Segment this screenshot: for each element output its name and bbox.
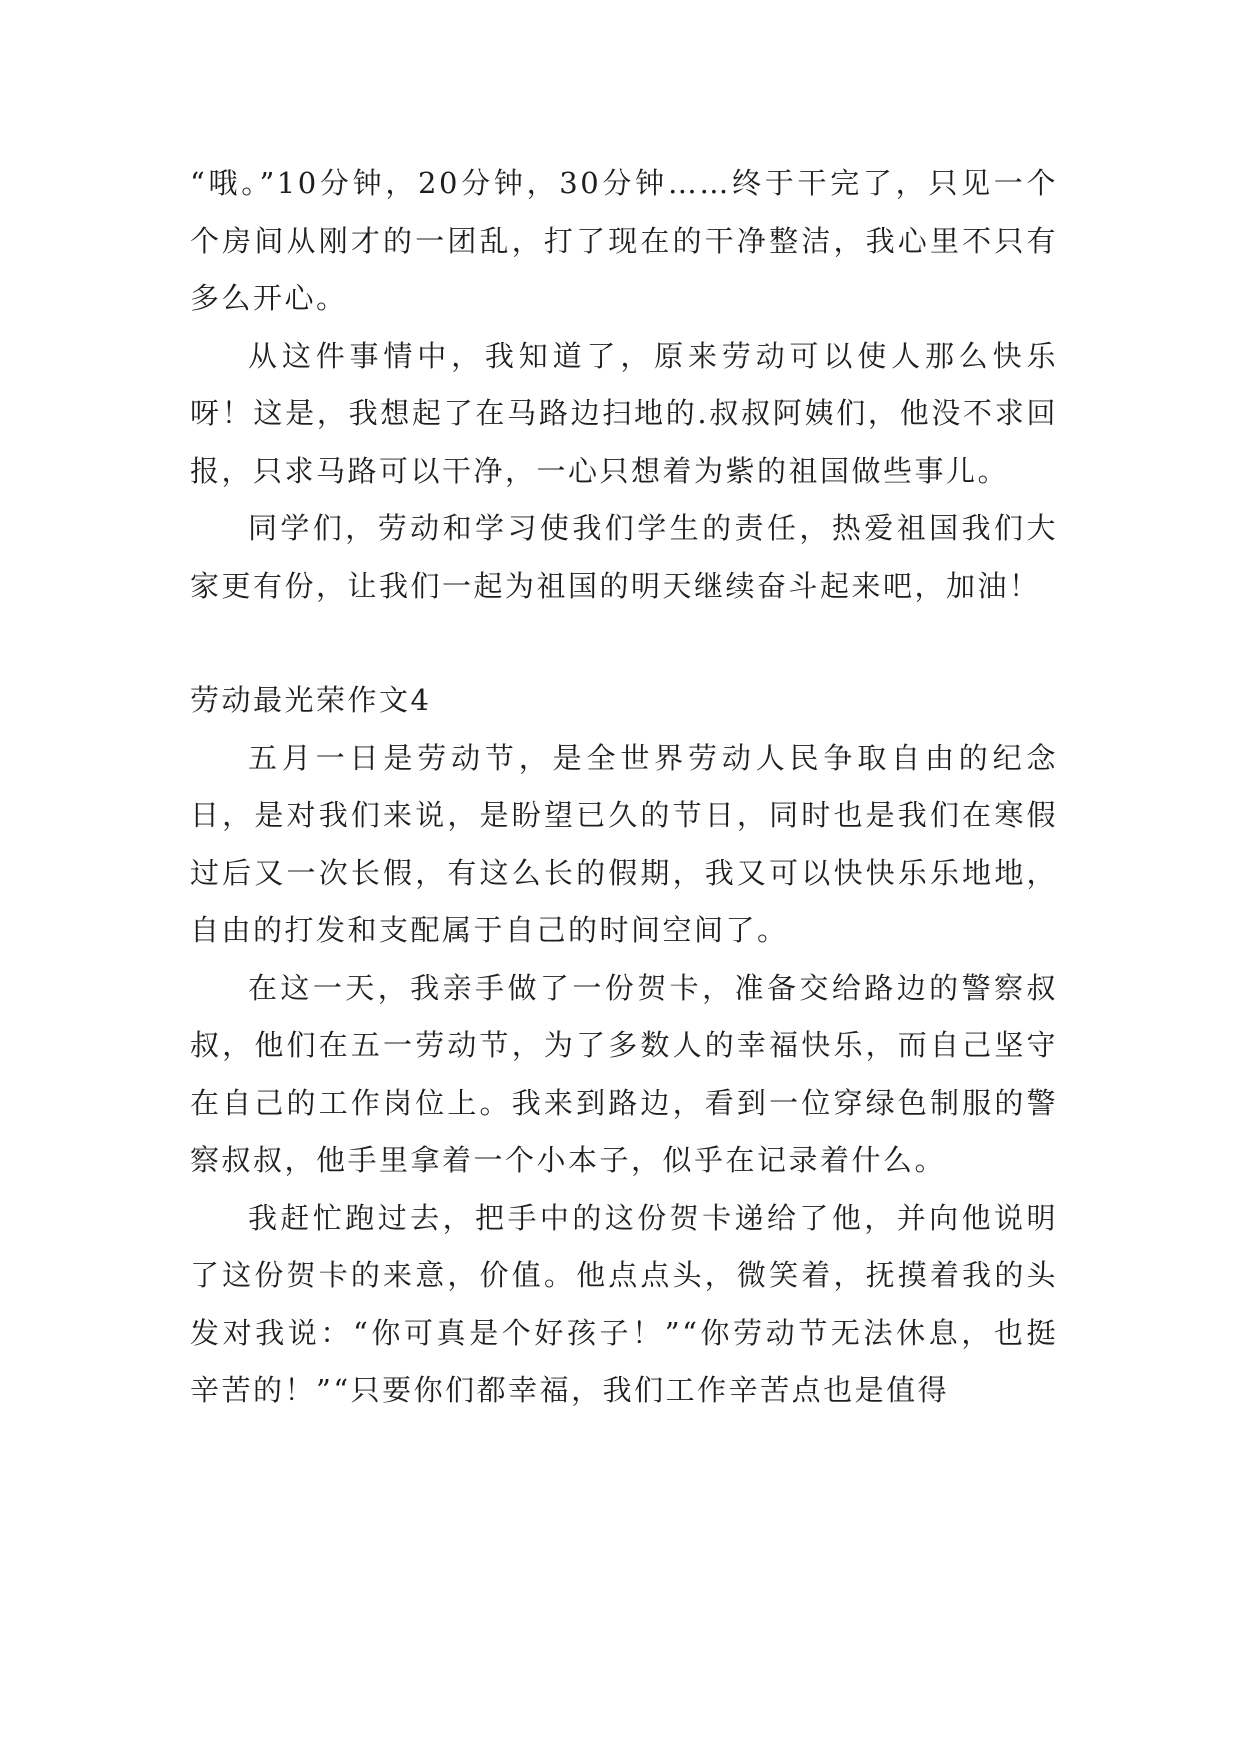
- paragraph: 我赶忙跑过去，把手中的这份贺卡递给了他，并向他说明了这份贺卡的来意，价值。他点点头，微笑着，抚摸着我的头发对我说：“你可真是个好孩子！”“你劳动节无法休息，也挺辛苦的！”“只要你们都幸福，我们工作辛苦点也是值得: [190, 1200, 1058, 1407]
- essay-title: 劳动最光荣作文4: [190, 683, 432, 717]
- paragraph: 同学们，劳动和学习使我们学生的责任，热爱祖国我们大家更有份，让我们一起为祖国的明天继续奋斗起来吧，加油！: [190, 511, 1058, 603]
- paragraph: 从这件事情中，我知道了，原来劳动可以使人那么快乐呀！这是，我想起了在马路边扫地的.叔叔阿姨们，他没不求回报，只求马路可以干净，一心只想着为紫的祖国做些事儿。: [190, 338, 1058, 488]
- paragraph: “哦。”10分钟，20分钟，30分钟……终于干完了，只见一个个房间从刚才的一团乱，打了现在的干净整洁，我心里不只有多么开心。: [190, 166, 1058, 315]
- paragraph: 在这一天，我亲手做了一份贺卡，准备交给路边的警察叔叔，他们在五一劳动节，为了多数人的幸福快乐，而自己坚守在自己的工作岗位上。我来到路边，看到一位穿绿色制服的警察叔叔，他手里拿着一个小本子，似乎在记录着什么。: [190, 970, 1058, 1177]
- paragraph: 五月一日是劳动节，是全世界劳动人民争取自由的纪念日，是对我们来说，是盼望已久的节日，同时也是我们在寒假过后又一次长假，有这么长的假期，我又可以快快乐乐地地，自由的打发和支配属于自己的时间空间了。: [190, 740, 1058, 947]
- document-body: [190, 155, 1058, 1420]
